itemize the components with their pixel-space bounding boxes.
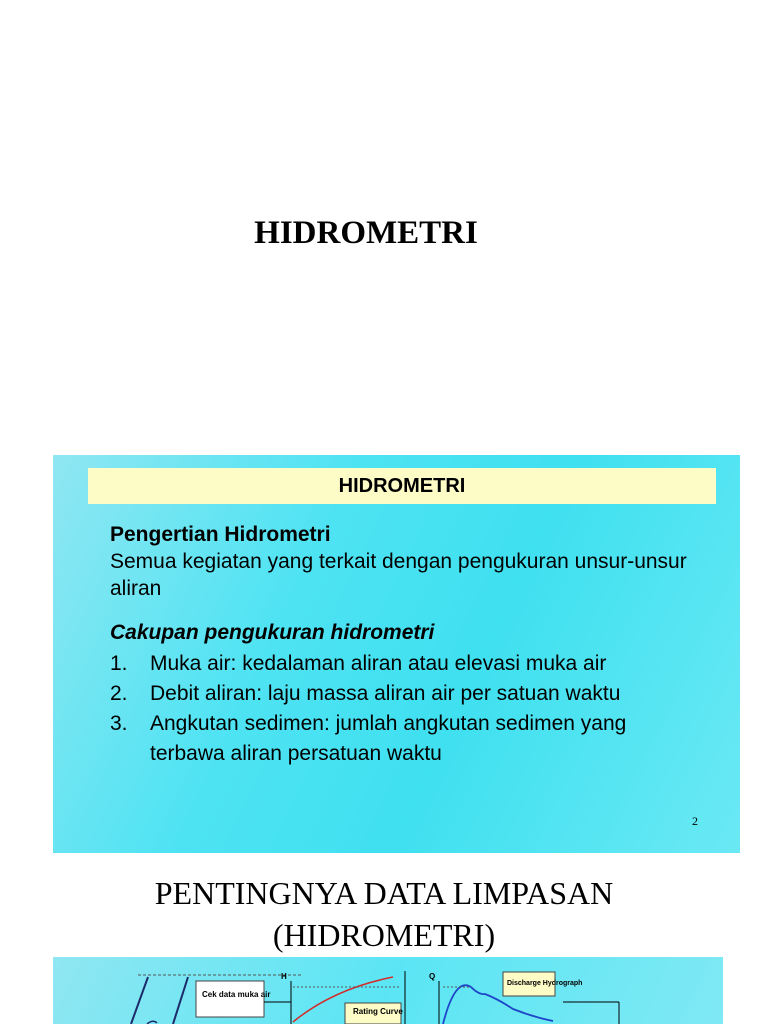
- slide-definition: Semua kegiatan yang terkait dengan pengukuran unsur-unsur aliran: [110, 550, 687, 600]
- scope-heading: Cakupan pengukuran hidrometri: [110, 621, 435, 644]
- q-axis-label: Q: [429, 972, 436, 981]
- list-item: [110, 709, 700, 769]
- h-axis-label: H: [281, 972, 287, 981]
- list-item-text: Muka air: kedalaman aliran atau elevasi muka air: [150, 652, 607, 675]
- slide-limpasan-diagram: [53, 957, 723, 1024]
- scope-list: [110, 649, 700, 769]
- slide-body: [110, 521, 700, 769]
- section-title-line1: PENTINGNYA DATA LIMPASAN: [154, 875, 614, 911]
- cek-data-box: [196, 981, 264, 1017]
- slide-header: HIDROMETRI: [88, 468, 716, 504]
- section-title-line2: (HIDROMETRI): [272, 917, 496, 953]
- list-item-number: 1.: [110, 652, 128, 675]
- list-item: [110, 649, 700, 679]
- list-item-text: Angkutan sedimen: jumlah angkutan sedimen yang terbawa aliran persatuan waktu: [150, 712, 627, 765]
- list-item: [110, 679, 700, 709]
- curve-line-right: [173, 977, 188, 1024]
- list-item-number: 2.: [110, 682, 128, 705]
- flow-diagram: [53, 957, 723, 1024]
- document-title: HIDROMETRI: [254, 215, 478, 251]
- cek-data-label: Cek data muka air: [202, 990, 271, 999]
- discharge-hydrograph-label: Discharge Hydrograph: [507, 980, 583, 987]
- slide-hidrometri: [53, 455, 740, 853]
- section-title: [0, 872, 768, 956]
- slide-page-number: 2: [692, 814, 698, 828]
- list-item-number: 3.: [110, 712, 128, 735]
- list-item-text: Debit aliran: laju massa aliran air per satuan waktu: [150, 682, 621, 705]
- curve-line-left: [131, 977, 148, 1024]
- slide-subheading: Pengertian Hidrometri: [110, 523, 331, 546]
- rating-curve-label: Rating Curve: [353, 1007, 403, 1016]
